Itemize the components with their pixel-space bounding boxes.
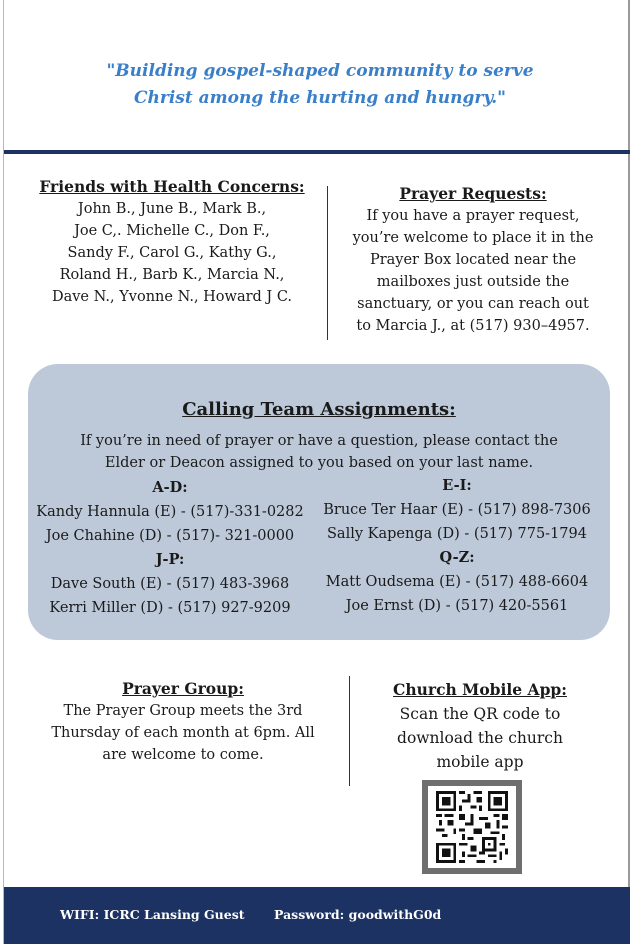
wifi-password: Password: goodwithG0d bbox=[274, 907, 442, 922]
mobile-app-line: download the church bbox=[397, 729, 563, 747]
health-concerns-line: Joe C,. Michelle C., Don F., bbox=[74, 223, 270, 239]
qr-pattern bbox=[433, 791, 511, 863]
contact-entry: Kerri Miller (D) - (517) 927-9209 bbox=[49, 600, 291, 616]
footer-bar bbox=[4, 887, 630, 944]
health-concerns-line: Dave N., Yvonne N., Howard J C. bbox=[51, 289, 293, 305]
column-divider bbox=[349, 676, 350, 786]
group-label-q-z: Q-Z: bbox=[439, 549, 475, 566]
contact-entry: Bruce Ter Haar (E) - (517) 898-7306 bbox=[323, 502, 591, 518]
header-divider bbox=[4, 150, 630, 154]
contact-entry: Matt Oudsema (E) - (517) 488-6604 bbox=[325, 574, 589, 590]
calling-team-left-column bbox=[28, 476, 312, 620]
health-concerns-heading: Friends with Health Concerns: bbox=[39, 177, 305, 196]
calling-team-intro-line: If you’re in need of prayer or have a question, please contact the bbox=[80, 433, 558, 449]
prayer-requests-line: Prayer Box located near the bbox=[369, 252, 577, 268]
qr-code-icon[interactable] bbox=[422, 780, 522, 874]
qr-code-matrix bbox=[428, 786, 516, 868]
page-edge-left bbox=[3, 0, 4, 944]
prayer-requests-line: mailboxes just outside the bbox=[376, 274, 570, 290]
calling-team-panel bbox=[28, 364, 610, 640]
prayer-group-line: are welcome to come. bbox=[102, 747, 264, 763]
prayer-requests-section bbox=[330, 183, 616, 337]
calling-team-heading: Calling Team Assignments: bbox=[182, 399, 456, 420]
calling-team-intro bbox=[28, 430, 610, 474]
mobile-app-line: Scan the QR code to bbox=[399, 705, 561, 723]
mobile-app-heading: Church Mobile App: bbox=[393, 680, 567, 699]
calling-team-right-column bbox=[312, 474, 602, 618]
prayer-requests-heading: Prayer Requests: bbox=[399, 184, 547, 203]
prayer-requests-line: to Marcia J., at (517) 930–4957. bbox=[356, 318, 590, 334]
wifi-network: WIFI: ICRC Lansing Guest bbox=[60, 907, 245, 922]
group-label-e-i: E-I: bbox=[442, 477, 472, 494]
health-concerns-section bbox=[22, 176, 322, 308]
health-concerns-line: John B., June B., Mark B., bbox=[77, 201, 267, 217]
contact-entry: Dave South (E) - (517) 483-3968 bbox=[50, 576, 290, 592]
mobile-app-line: mobile app bbox=[436, 753, 524, 771]
prayer-group-heading: Prayer Group: bbox=[122, 679, 244, 698]
contact-entry: Joe Chahine (D) - (517)- 321-0000 bbox=[45, 528, 295, 544]
health-concerns-line: Sandy F., Carol G., Kathy G., bbox=[67, 245, 277, 261]
mobile-app-section bbox=[352, 678, 608, 774]
contact-entry: Sally Kapenga (D) - (517) 775-1794 bbox=[326, 526, 587, 542]
prayer-requests-line: sanctuary, or you can reach out bbox=[357, 296, 589, 312]
prayer-requests-line: you’re welcome to place it in the bbox=[352, 230, 594, 246]
motto-line-1: "Building gospel-shaped community to serve bbox=[106, 61, 534, 81]
motto-line-2: Christ among the hurting and hungry." bbox=[133, 88, 507, 108]
contact-entry: Joe Ernst (D) - (517) 420-5561 bbox=[345, 598, 569, 614]
group-label-j-p: J-P: bbox=[155, 551, 185, 568]
motto bbox=[20, 58, 620, 112]
group-label-a-d: A-D: bbox=[152, 479, 188, 496]
prayer-group-section bbox=[30, 678, 336, 766]
prayer-requests-line: If you have a prayer request, bbox=[366, 208, 580, 224]
prayer-group-line: The Prayer Group meets the 3rd bbox=[63, 703, 303, 719]
contact-entry: Kandy Hannula (E) - (517)-331-0282 bbox=[36, 504, 304, 520]
calling-team-intro-line: Elder or Deacon assigned to you based on your last name. bbox=[104, 455, 534, 471]
column-divider bbox=[327, 186, 328, 340]
health-concerns-line: Roland H., Barb K., Marcia N., bbox=[59, 267, 285, 283]
prayer-group-line: Thursday of each month at 6pm. All bbox=[51, 725, 315, 741]
